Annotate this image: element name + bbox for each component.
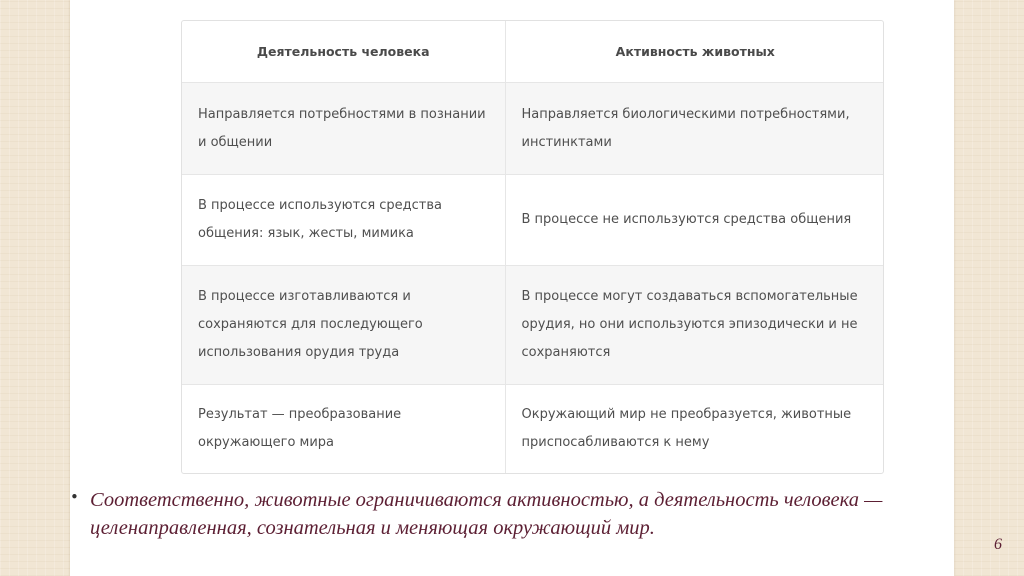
cell-human: В процессе изготавливаются и сохраняются для последующего использования орудия труда <box>182 266 505 385</box>
table-row <box>182 83 884 175</box>
table-row <box>182 385 884 474</box>
cell-animal: В процессе могут создаваться вспомогательные орудия, но они используются эпизодически и не сохраняются <box>505 266 884 385</box>
cell-human: Результат — преобразование окружающего мира <box>182 385 505 474</box>
conclusion-text: Соответственно, животные ограничиваются активностью, а деятельность человека — целенаправленная, сознательная и меняющая окружающий мир. <box>90 489 883 539</box>
comparison-table <box>181 20 884 474</box>
header-animal-activity: Активность животных <box>505 21 884 83</box>
table-row <box>182 175 884 266</box>
table-row <box>182 266 884 385</box>
bullet-icon: • <box>70 488 79 506</box>
cell-animal: Направляется биологическими потребностями, инстинктами <box>505 83 884 175</box>
page-number: 6 <box>994 536 1002 553</box>
table-header-row <box>182 21 884 83</box>
cell-animal: В процессе не используются средства общения <box>505 175 884 266</box>
comparison-table-grid <box>182 21 884 473</box>
cell-human: В процессе используются средства общения: язык, жесты, мимика <box>182 175 505 266</box>
cell-human: Направляется потребностями в познании и общении <box>182 83 505 175</box>
header-human-activity: Деятельность человека <box>182 21 505 83</box>
cell-animal: Окружающий мир не преобразуется, животные приспосабливаются к нему <box>505 385 884 474</box>
